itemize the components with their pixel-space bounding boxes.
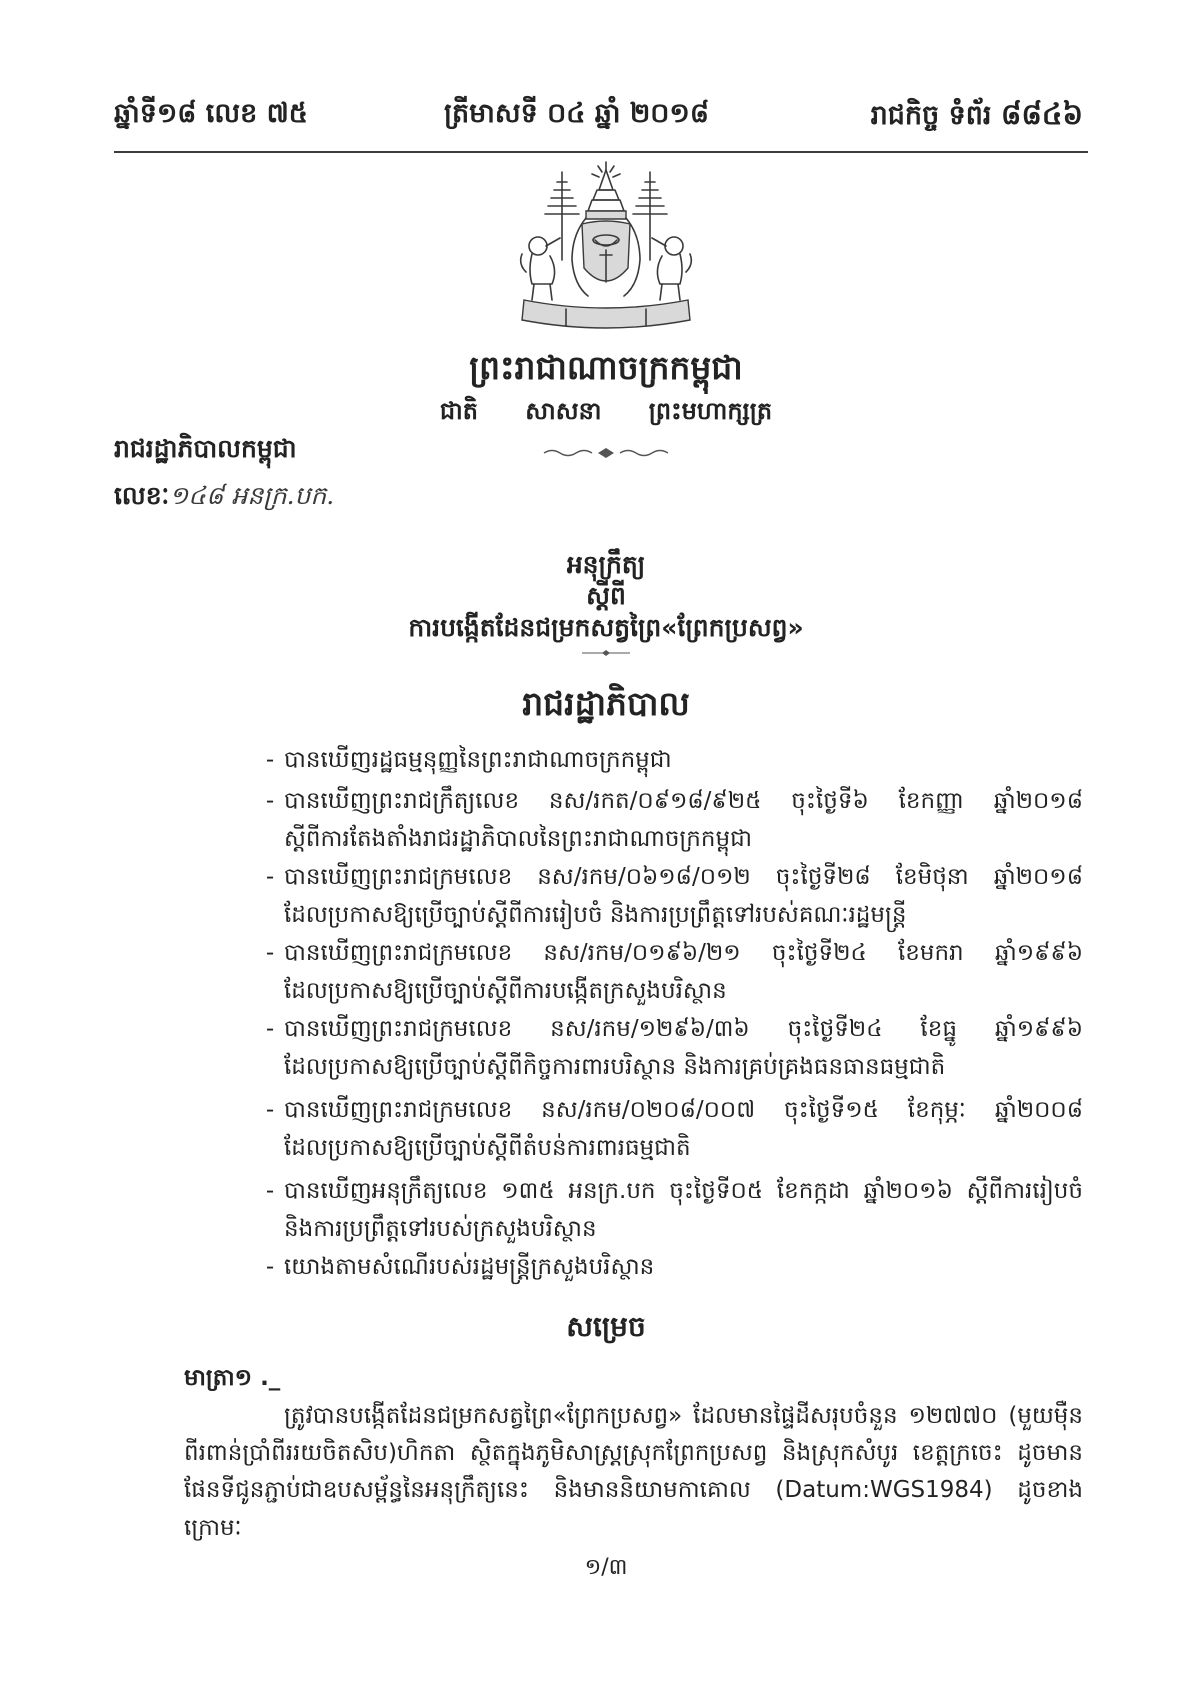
- header-gazette-label: រាជកិច្ច ទំព័រ: [870, 100, 992, 131]
- preamble-line: បានឃើញព្រះរាជក្រឹត្យលេខ នស/រកត/០៩១៨/៩២៥ ចុះថ្ងៃទី៦ ខែកញ្ញា ឆ្នាំ២០១៨: [284, 788, 1083, 814]
- preamble-line: យោងតាមសំណើរបស់រដ្ឋមន្ត្រីក្រសួងបរិស្ថាន: [284, 1254, 655, 1280]
- kingdom-name: ព្រះរាជាណាចក្រកម្ពុជា: [469, 348, 743, 387]
- article-label: មាត្រា១ ._: [184, 1365, 281, 1391]
- preamble-line: ដែលប្រកាសឱ្យប្រើច្បាប់ស្តីពីតំបន់ការពារធម្មជាតិ: [284, 1135, 691, 1161]
- ornament-divider-icon: [536, 446, 676, 460]
- article-line: ផែនទីជូនភ្ជាប់ជាឧបសម្ព័ន្ធនៃអនុក្រឹត្យនេះ និងមាននិយាមកាគោល (Datum:WGS1984) ដូចខាងក្រោមៈ: [184, 1477, 1083, 1541]
- motto-king: ព្រះមហាក្សត្រ: [648, 397, 773, 425]
- title-divider-icon: [580, 649, 632, 657]
- crown-icon: [586, 162, 626, 219]
- bullet: [262, 1010, 278, 1048]
- article-line: ត្រូវបានបង្កើតដែនជម្រកសត្វព្រៃ«ព្រែកប្រសព្វ» ដែលមានផ្ទៃដីសរុបចំនួន ១២៧៧០ (មួយម៉ឺន: [284, 1403, 1083, 1429]
- bullet: [262, 1172, 278, 1210]
- preamble-line: ដែលប្រកាសឱ្យប្រើច្បាប់ស្តីពីការបង្កើតក្រសួងបរិស្ថាន: [284, 978, 727, 1004]
- preamble-line: បានឃើញអនុក្រឹត្យលេខ ១៣៥ អនក្រ.បក ចុះថ្ងៃទី០៥ ខែកក្កដា ឆ្នាំ២០១៦ ស្តីពីការរៀបចំ: [284, 1178, 1083, 1204]
- shield-icon: [582, 221, 630, 282]
- header-issue: ឆ្នាំទី១៨ លេខ ៧៥: [114, 98, 308, 129]
- right-lion-icon: [652, 237, 691, 300]
- national-motto: [306, 392, 906, 430]
- preamble-line: ដែលប្រកាសឱ្យប្រើច្បាប់ស្តីពីការរៀបចំ និងការប្រព្រឹត្តទៅរបស់គណៈរដ្ឋមន្ត្រី: [284, 902, 907, 928]
- decision-heading: សម្រេច: [566, 1310, 646, 1343]
- right-parasol-icon: [633, 172, 667, 260]
- header-gazette-page-number: ៨៨៤៦: [1000, 97, 1083, 131]
- banner-ribbon-icon: [522, 300, 690, 328]
- document-number: [114, 477, 454, 515]
- header-quarter: ត្រីមាសទី ០៤ ឆ្នាំ ២០១៨: [444, 98, 709, 129]
- preamble-line: បានឃើញព្រះរាជក្រមលេខ នស/រកម/១២៩៦/៣៦ ចុះថ្ងៃទី២៤ ខែធ្នូ ឆ្នាំ១៩៩៦: [284, 1016, 1083, 1042]
- left-parasol-icon: [545, 172, 579, 260]
- article-line: ពីរពាន់ប្រាំពីររយចិតសិប)ហិកតា ស្ថិតក្នុងភូមិសាស្ត្រស្រុកព្រែកប្រសព្វ និងស្រុកសំបូរ ខេត្តក្រចេះ ដូចមាន: [184, 1440, 1083, 1466]
- preamble-line: បានឃើញព្រះរាជក្រមលេខ នស/រកម/០២០៨/០០៧ ចុះថ្ងៃទី១៥ ខែកុម្ភៈ ឆ្នាំ២០០៨: [284, 1097, 1083, 1123]
- header-rule: [114, 151, 1088, 153]
- bullet: [262, 858, 278, 896]
- bullet: [262, 1248, 278, 1286]
- preamble-line: ដែលប្រកាសឱ្យប្រើច្បាប់ស្តីពីកិច្ចការពារបរិស្ថាន និងការគ្រប់គ្រងធនធានធម្មជាតិ: [284, 1054, 946, 1080]
- issuer-name: រាជរដ្ឋាភិបាលកម្ពុជា: [114, 434, 297, 463]
- left-lion-icon: [521, 237, 560, 300]
- preamble-line: ស្តីពីការតែងតាំងរាជរដ្ឋាភិបាលនៃព្រះរាជាណាចក្រកម្ពុជា: [284, 826, 752, 852]
- government-heading: រាជរដ្ឋាភិបាល: [522, 684, 690, 723]
- motto-nation: ជាតិ: [439, 397, 478, 425]
- preamble-line: បានឃើញរដ្ឋធម្មនុញ្ញនៃព្រះរាជាណាចក្រកម្ពុជា: [284, 747, 672, 773]
- royal-arms-emblem-icon: [506, 160, 706, 330]
- motto-religion: សាសនា: [525, 397, 602, 425]
- preamble-line: និងការប្រព្រឹត្តទៅរបស់ក្រសួងបរិស្ថាន: [284, 1216, 597, 1242]
- bullet: [262, 782, 278, 820]
- bullet: [262, 741, 278, 779]
- document-number-label: លេខៈ: [114, 481, 170, 510]
- page-number: ១/៣: [584, 1555, 628, 1580]
- preamble-line: បានឃើញព្រះរាជក្រមលេខ នស/រកម/០៦១៨/០១២ ចុះថ្ងៃទី២៨ ខែមិថុនា ឆ្នាំ២០១៨: [284, 864, 1083, 890]
- title-about: ស្តីពី: [586, 581, 626, 610]
- document-subject: ការបង្កើតដែនជម្រកសត្វព្រៃ«ព្រែកប្រសព្វ»: [408, 613, 804, 642]
- document-number-value: ១៤៨ អនក្រ.បក.: [169, 481, 335, 510]
- bullet: [262, 1091, 278, 1129]
- preamble-line: បានឃើញព្រះរាជក្រមលេខ នស/រកម/០១៩៦/២១ ចុះថ្ងៃទី២៤ ខែមករា ឆ្នាំ១៩៩៦: [284, 940, 1083, 966]
- header-gazette-page: [871, 95, 1083, 133]
- document-type: អនុក្រឹត្យ: [566, 550, 646, 579]
- bullet: [262, 934, 278, 972]
